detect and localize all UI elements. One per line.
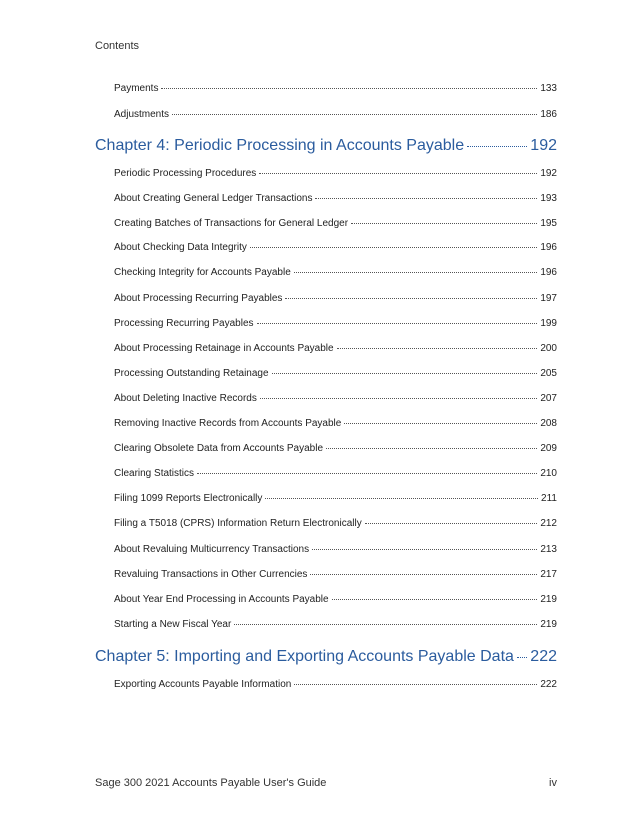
dot-leader xyxy=(315,198,537,199)
dot-leader xyxy=(294,684,537,685)
dot-leader xyxy=(351,223,537,224)
dot-leader xyxy=(285,298,537,299)
dot-leader xyxy=(344,423,537,424)
dot-leader xyxy=(467,146,527,147)
toc-entry-title: Adjustments xyxy=(114,109,170,120)
dot-leader xyxy=(260,398,537,399)
toc-entry-page: 205 xyxy=(540,368,557,379)
toc-chapter-heading[interactable] xyxy=(95,648,557,666)
toc-entry-page: 222 xyxy=(540,679,557,690)
toc-entry-page: 219 xyxy=(540,619,557,630)
toc-entry-page: 200 xyxy=(540,343,557,354)
toc-entry[interactable] xyxy=(114,267,557,278)
toc-entry-page: 219 xyxy=(540,594,557,605)
toc-entry[interactable] xyxy=(114,83,557,94)
dot-leader xyxy=(272,373,538,374)
toc-entry-page: 197 xyxy=(540,293,557,304)
toc-entry[interactable] xyxy=(114,293,557,304)
toc-entry-page: 210 xyxy=(540,468,557,479)
toc-entry-title: Creating Batches of Transactions for General Ledger xyxy=(114,218,349,229)
toc-chapter-heading[interactable] xyxy=(95,137,557,155)
dot-leader xyxy=(326,448,537,449)
dot-leader xyxy=(257,323,538,324)
dot-leader xyxy=(517,657,527,658)
toc-entry-title: About Year End Processing in Accounts Payable xyxy=(114,594,329,605)
toc-entry-title: Removing Inactive Records from Accounts Payable xyxy=(114,418,342,429)
toc-entry-title: Starting a New Fiscal Year xyxy=(114,619,232,630)
toc-entry-page: 211 xyxy=(541,493,557,504)
toc-entry-page: 207 xyxy=(540,393,557,404)
toc-entry[interactable] xyxy=(114,193,557,204)
dot-leader xyxy=(294,272,538,273)
toc-entry-title: Filing a T5018 (CPRS) Information Return Electronically xyxy=(114,518,362,529)
toc-entry-page: 213 xyxy=(540,544,557,555)
toc-chapter-page: 192 xyxy=(530,137,557,154)
toc-entry[interactable] xyxy=(114,368,557,379)
footer-guide-title: Sage 300 2021 Accounts Payable User's Guide xyxy=(95,777,327,789)
toc-entry[interactable] xyxy=(114,443,557,454)
toc-entry-title: Revaluing Transactions in Other Currencies xyxy=(114,569,308,580)
toc-entry-title: Clearing Statistics xyxy=(114,468,195,479)
toc-entry-page: 192 xyxy=(540,168,557,179)
toc-entry[interactable] xyxy=(114,109,557,120)
toc-entry-title: Periodic Processing Procedures xyxy=(114,168,257,179)
dot-leader xyxy=(161,88,537,89)
toc-entry-title: Clearing Obsolete Data from Accounts Payable xyxy=(114,443,323,454)
toc-entry-title: About Revaluing Multicurrency Transactions xyxy=(114,544,310,555)
toc-entry[interactable] xyxy=(114,594,557,605)
toc-entry[interactable] xyxy=(114,393,557,404)
toc-entry[interactable] xyxy=(114,168,557,179)
dot-leader xyxy=(265,498,538,499)
toc-entry-page: 196 xyxy=(540,267,557,278)
toc-entry[interactable] xyxy=(114,468,557,479)
toc-entry-page: 199 xyxy=(540,318,557,329)
toc-entry[interactable] xyxy=(114,343,557,354)
toc-entry-title: About Processing Retainage in Accounts Payable xyxy=(114,343,334,354)
toc-entry-title: Payments xyxy=(114,83,159,94)
toc-entry[interactable] xyxy=(114,418,557,429)
toc-entry[interactable] xyxy=(114,679,557,690)
dot-leader xyxy=(332,599,538,600)
toc-entry[interactable] xyxy=(114,619,557,630)
toc-chapter-title: Chapter 4: Periodic Processing in Accounts Payable xyxy=(95,137,465,154)
dot-leader xyxy=(310,574,537,575)
toc-entry[interactable] xyxy=(114,318,557,329)
toc-entry-title: Exporting Accounts Payable Information xyxy=(114,679,292,690)
dot-leader xyxy=(337,348,538,349)
toc-entry[interactable] xyxy=(114,544,557,555)
toc-entry-page: 133 xyxy=(540,83,557,94)
toc-entry-page: 209 xyxy=(540,443,557,454)
toc-entry-page: 212 xyxy=(540,518,557,529)
toc-entry-title: About Processing Recurring Payables xyxy=(114,293,283,304)
dot-leader xyxy=(250,247,537,248)
toc-entry-title: Processing Recurring Payables xyxy=(114,318,254,329)
dot-leader xyxy=(365,523,538,524)
toc-entry-page: 195 xyxy=(540,218,557,229)
toc-entry[interactable] xyxy=(114,493,557,504)
toc-entry[interactable] xyxy=(114,242,557,253)
toc-entry[interactable] xyxy=(114,218,557,229)
toc-entry-page: 186 xyxy=(540,109,557,120)
dot-leader xyxy=(259,173,537,174)
dot-leader xyxy=(197,473,537,474)
toc-entry[interactable] xyxy=(114,569,557,580)
dot-leader xyxy=(312,549,537,550)
toc-entry-title: Checking Integrity for Accounts Payable xyxy=(114,267,291,278)
toc-entry-page: 193 xyxy=(540,193,557,204)
toc-entry-page: 196 xyxy=(540,242,557,253)
toc-chapter-page: 222 xyxy=(530,648,557,665)
footer-page-number: iv xyxy=(549,777,557,789)
toc-entry-page: 208 xyxy=(540,418,557,429)
toc-entry-title: Processing Outstanding Retainage xyxy=(114,368,269,379)
dot-leader xyxy=(234,624,537,625)
toc-entry[interactable] xyxy=(114,518,557,529)
dot-leader xyxy=(172,114,537,115)
toc-chapter-title: Chapter 5: Importing and Exporting Accounts Payable Data xyxy=(95,648,514,665)
toc-entry-title: About Creating General Ledger Transactions xyxy=(114,193,313,204)
toc-entry-page: 217 xyxy=(540,569,557,580)
toc-entry-title: About Checking Data Integrity xyxy=(114,242,247,253)
toc-entry-title: Filing 1099 Reports Electronically xyxy=(114,493,263,504)
page-header: Contents xyxy=(95,40,140,52)
toc-entry-title: About Deleting Inactive Records xyxy=(114,393,257,404)
